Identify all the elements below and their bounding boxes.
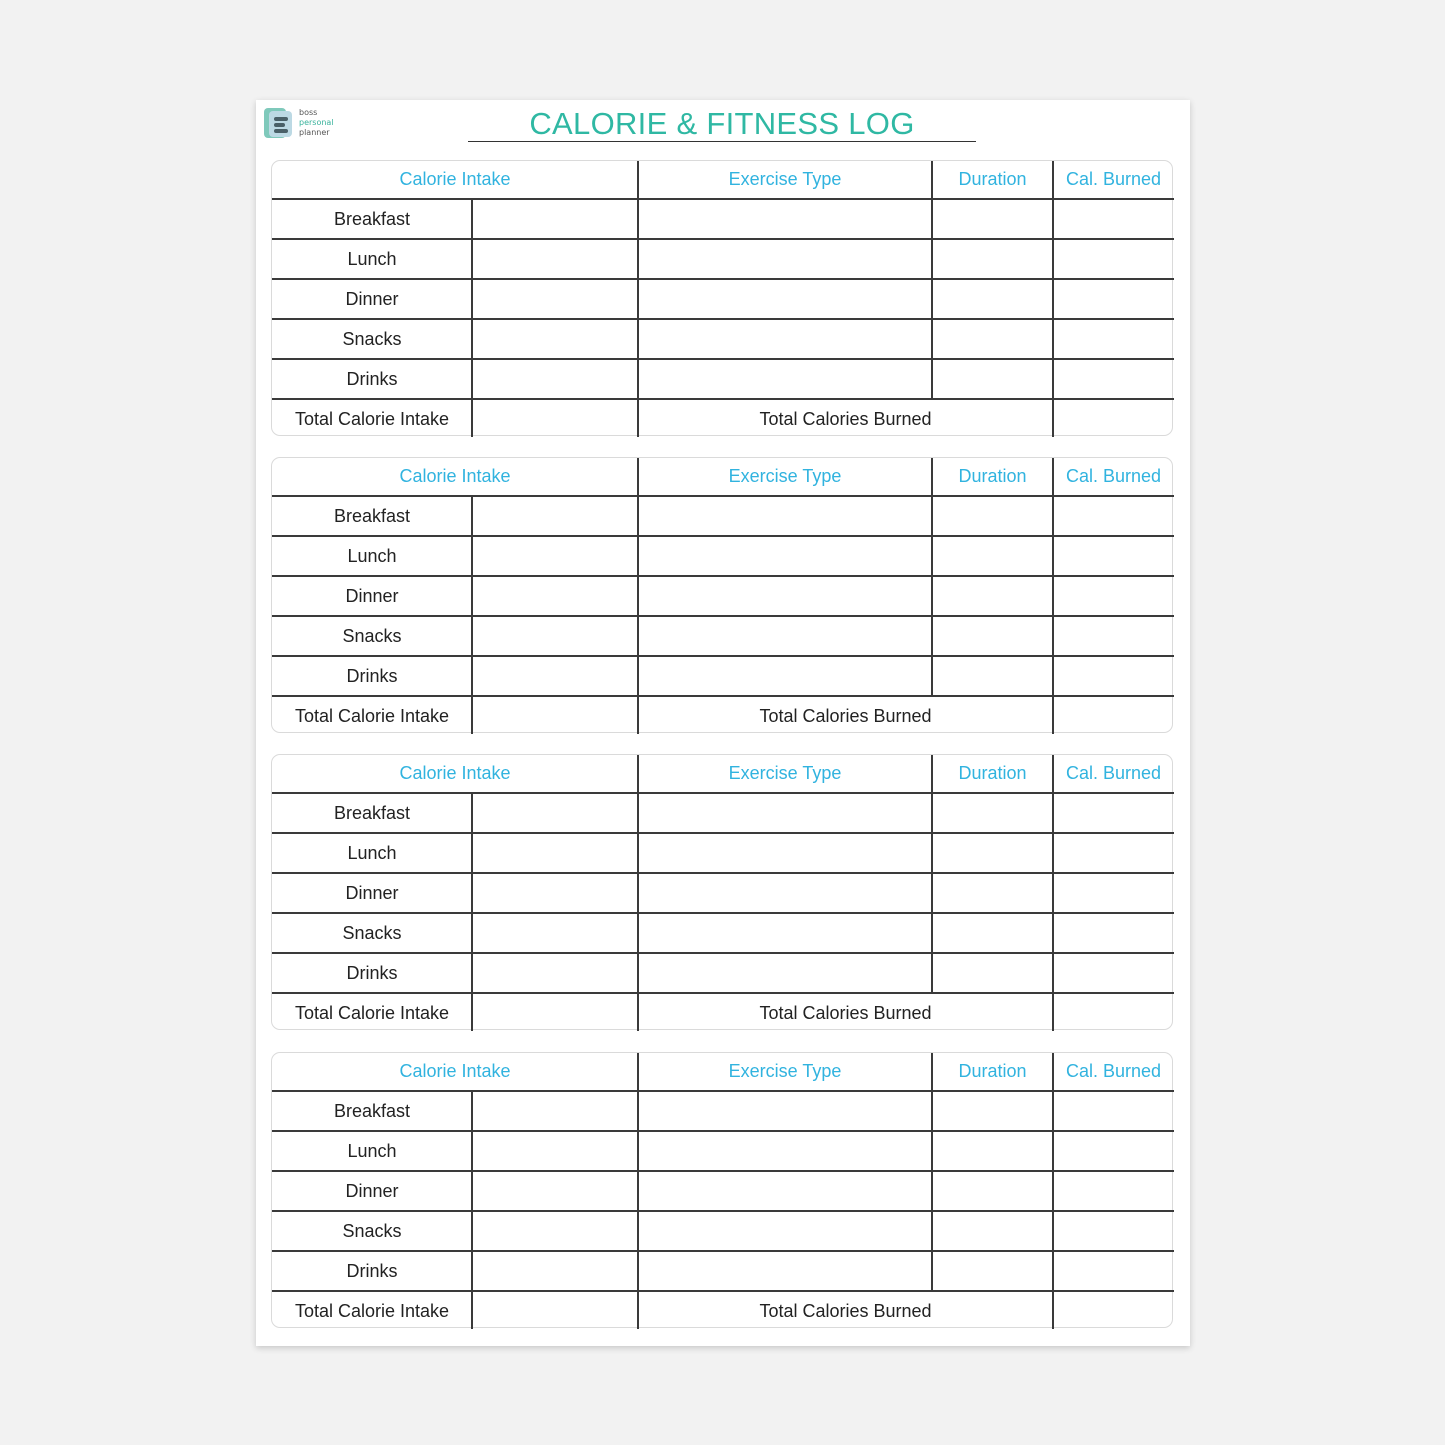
cal-burned-cell[interactable] xyxy=(1055,200,1172,238)
exercise-type-cell[interactable] xyxy=(640,1172,932,1210)
cal-burned-cell[interactable] xyxy=(1055,1172,1172,1210)
duration-cell[interactable] xyxy=(934,914,1053,952)
row-label-snacks: Snacks xyxy=(342,1221,402,1241)
cal-burned-cell[interactable] xyxy=(1055,794,1172,832)
row-label-lunch: Lunch xyxy=(347,546,397,566)
planner-sheet xyxy=(256,100,1190,1346)
logo-icon xyxy=(264,108,292,138)
exercise-type-cell[interactable] xyxy=(640,280,932,318)
exercise-type-cell[interactable] xyxy=(640,577,932,615)
intake-calories-cell[interactable] xyxy=(474,1092,638,1130)
intake-calories-cell[interactable] xyxy=(474,320,638,358)
header-cal-burned: Cal. Burned xyxy=(1065,169,1162,189)
cal-burned-cell[interactable] xyxy=(1055,280,1172,318)
logo-line-1: boss xyxy=(299,108,318,117)
duration-cell[interactable] xyxy=(934,874,1053,912)
header-duration: Duration xyxy=(958,169,1027,189)
row-label-drinks: Drinks xyxy=(346,1261,398,1281)
row-label-breakfast: Breakfast xyxy=(333,803,411,823)
row-label-breakfast: Breakfast xyxy=(333,1101,411,1121)
header-calorie-intake: Calorie Intake xyxy=(399,466,511,486)
duration-cell[interactable] xyxy=(934,537,1053,575)
duration-cell[interactable] xyxy=(934,657,1053,695)
row-label-snacks: Snacks xyxy=(342,329,402,349)
logo-line-2: personal xyxy=(299,118,334,127)
exercise-type-cell[interactable] xyxy=(640,537,932,575)
duration-cell[interactable] xyxy=(934,1092,1053,1130)
row-label-dinner: Dinner xyxy=(345,1181,399,1201)
intake-calories-cell[interactable] xyxy=(474,280,638,318)
header-exercise-type: Exercise Type xyxy=(728,466,842,486)
log-table-3 xyxy=(271,754,1173,1030)
intake-calories-cell[interactable] xyxy=(474,834,638,872)
exercise-type-cell[interactable] xyxy=(640,834,932,872)
intake-calories-cell[interactable] xyxy=(474,577,638,615)
intake-calories-cell[interactable] xyxy=(474,1252,638,1290)
exercise-type-cell[interactable] xyxy=(640,1132,932,1170)
total-intake-cell[interactable] xyxy=(474,697,638,735)
total-calories-burned-label: Total Calories Burned xyxy=(759,1301,932,1321)
header-duration: Duration xyxy=(958,1061,1027,1081)
intake-calories-cell[interactable] xyxy=(474,537,638,575)
intake-calories-cell[interactable] xyxy=(474,1132,638,1170)
intake-calories-cell[interactable] xyxy=(474,497,638,535)
log-table-4 xyxy=(271,1052,1173,1328)
cal-burned-cell[interactable] xyxy=(1055,834,1172,872)
duration-cell[interactable] xyxy=(934,1252,1053,1290)
header-duration: Duration xyxy=(958,466,1027,486)
duration-cell[interactable] xyxy=(934,834,1053,872)
page-title: CALORIE & FITNESS LOG xyxy=(468,104,976,142)
row-label-dinner: Dinner xyxy=(345,289,399,309)
intake-calories-cell[interactable] xyxy=(474,200,638,238)
intake-calories-cell[interactable] xyxy=(474,617,638,655)
header-calorie-intake: Calorie Intake xyxy=(399,763,511,783)
duration-cell[interactable] xyxy=(934,320,1053,358)
cal-burned-cell[interactable] xyxy=(1055,1132,1172,1170)
intake-calories-cell[interactable] xyxy=(474,874,638,912)
total-calorie-intake-label: Total Calorie Intake xyxy=(294,706,450,726)
row-label-lunch: Lunch xyxy=(347,249,397,269)
header-cal-burned: Cal. Burned xyxy=(1065,763,1162,783)
total-calories-burned-label: Total Calories Burned xyxy=(759,1003,932,1023)
cal-burned-cell[interactable] xyxy=(1055,874,1172,912)
cal-burned-cell[interactable] xyxy=(1055,914,1172,952)
header-calorie-intake: Calorie Intake xyxy=(399,169,511,189)
cal-burned-cell[interactable] xyxy=(1055,320,1172,358)
log-table-1 xyxy=(271,160,1173,436)
row-label-dinner: Dinner xyxy=(345,586,399,606)
duration-cell[interactable] xyxy=(934,794,1053,832)
exercise-type-cell[interactable] xyxy=(640,360,932,398)
total-calorie-intake-label: Total Calorie Intake xyxy=(294,409,450,429)
total-burned-cell[interactable] xyxy=(1055,994,1172,1032)
exercise-type-cell[interactable] xyxy=(640,874,932,912)
total-burned-cell[interactable] xyxy=(1055,1292,1172,1330)
duration-cell[interactable] xyxy=(934,280,1053,318)
duration-cell[interactable] xyxy=(934,1132,1053,1170)
header-duration: Duration xyxy=(958,763,1027,783)
row-label-snacks: Snacks xyxy=(342,626,402,646)
duration-cell[interactable] xyxy=(934,954,1053,992)
header-cal-burned: Cal. Burned xyxy=(1065,1061,1162,1081)
row-label-breakfast: Breakfast xyxy=(333,506,411,526)
duration-cell[interactable] xyxy=(934,200,1053,238)
cal-burned-cell[interactable] xyxy=(1055,657,1172,695)
duration-cell[interactable] xyxy=(934,240,1053,278)
cal-burned-cell[interactable] xyxy=(1055,617,1172,655)
exercise-type-cell[interactable] xyxy=(640,497,932,535)
duration-cell[interactable] xyxy=(934,497,1053,535)
intake-calories-cell[interactable] xyxy=(474,657,638,695)
cal-burned-cell[interactable] xyxy=(1055,497,1172,535)
cal-burned-cell[interactable] xyxy=(1055,577,1172,615)
duration-cell[interactable] xyxy=(934,577,1053,615)
exercise-type-cell[interactable] xyxy=(640,954,932,992)
exercise-type-cell[interactable] xyxy=(640,657,932,695)
cal-burned-cell[interactable] xyxy=(1055,1212,1172,1250)
log-table-2 xyxy=(271,457,1173,733)
duration-cell[interactable] xyxy=(934,360,1053,398)
cal-burned-cell[interactable] xyxy=(1055,1252,1172,1290)
exercise-type-cell[interactable] xyxy=(640,617,932,655)
row-label-drinks: Drinks xyxy=(346,963,398,983)
row-label-lunch: Lunch xyxy=(347,843,397,863)
header-exercise-type: Exercise Type xyxy=(728,763,842,783)
total-intake-cell[interactable] xyxy=(474,400,638,438)
exercise-type-cell[interactable] xyxy=(640,794,932,832)
cal-burned-cell[interactable] xyxy=(1055,360,1172,398)
total-burned-cell[interactable] xyxy=(1055,400,1172,438)
row-label-drinks: Drinks xyxy=(346,369,398,389)
duration-cell[interactable] xyxy=(934,617,1053,655)
header-exercise-type: Exercise Type xyxy=(728,1061,842,1081)
exercise-type-cell[interactable] xyxy=(640,1212,932,1250)
intake-calories-cell[interactable] xyxy=(474,954,638,992)
duration-cell[interactable] xyxy=(934,1212,1053,1250)
intake-calories-cell[interactable] xyxy=(474,794,638,832)
intake-calories-cell[interactable] xyxy=(474,240,638,278)
cal-burned-cell[interactable] xyxy=(1055,537,1172,575)
cal-burned-cell[interactable] xyxy=(1055,1092,1172,1130)
row-label-lunch: Lunch xyxy=(347,1141,397,1161)
exercise-type-cell[interactable] xyxy=(640,1092,932,1130)
total-calorie-intake-label: Total Calorie Intake xyxy=(294,1003,450,1023)
exercise-type-cell[interactable] xyxy=(640,200,932,238)
duration-cell[interactable] xyxy=(934,1172,1053,1210)
exercise-type-cell[interactable] xyxy=(640,914,932,952)
total-calorie-intake-label: Total Calorie Intake xyxy=(294,1301,450,1321)
header-exercise-type: Exercise Type xyxy=(728,169,842,189)
logo-line-3: planner xyxy=(299,128,330,137)
total-intake-cell[interactable] xyxy=(474,1292,638,1330)
header-calorie-intake: Calorie Intake xyxy=(399,1061,511,1081)
row-label-breakfast: Breakfast xyxy=(333,209,411,229)
total-calories-burned-label: Total Calories Burned xyxy=(759,706,932,726)
header-cal-burned: Cal. Burned xyxy=(1065,466,1162,486)
intake-calories-cell[interactable] xyxy=(474,1172,638,1210)
cal-burned-cell[interactable] xyxy=(1055,240,1172,278)
total-burned-cell[interactable] xyxy=(1055,697,1172,735)
row-label-drinks: Drinks xyxy=(346,666,398,686)
intake-calories-cell[interactable] xyxy=(474,360,638,398)
row-label-dinner: Dinner xyxy=(345,883,399,903)
exercise-type-cell[interactable] xyxy=(640,320,932,358)
intake-calories-cell[interactable] xyxy=(474,1212,638,1250)
brand-logo xyxy=(264,108,334,138)
total-intake-cell[interactable] xyxy=(474,994,638,1032)
exercise-type-cell[interactable] xyxy=(640,1252,932,1290)
total-calories-burned-label: Total Calories Burned xyxy=(759,409,932,429)
row-label-snacks: Snacks xyxy=(342,923,402,943)
exercise-type-cell[interactable] xyxy=(640,240,932,278)
cal-burned-cell[interactable] xyxy=(1055,954,1172,992)
intake-calories-cell[interactable] xyxy=(474,914,638,952)
